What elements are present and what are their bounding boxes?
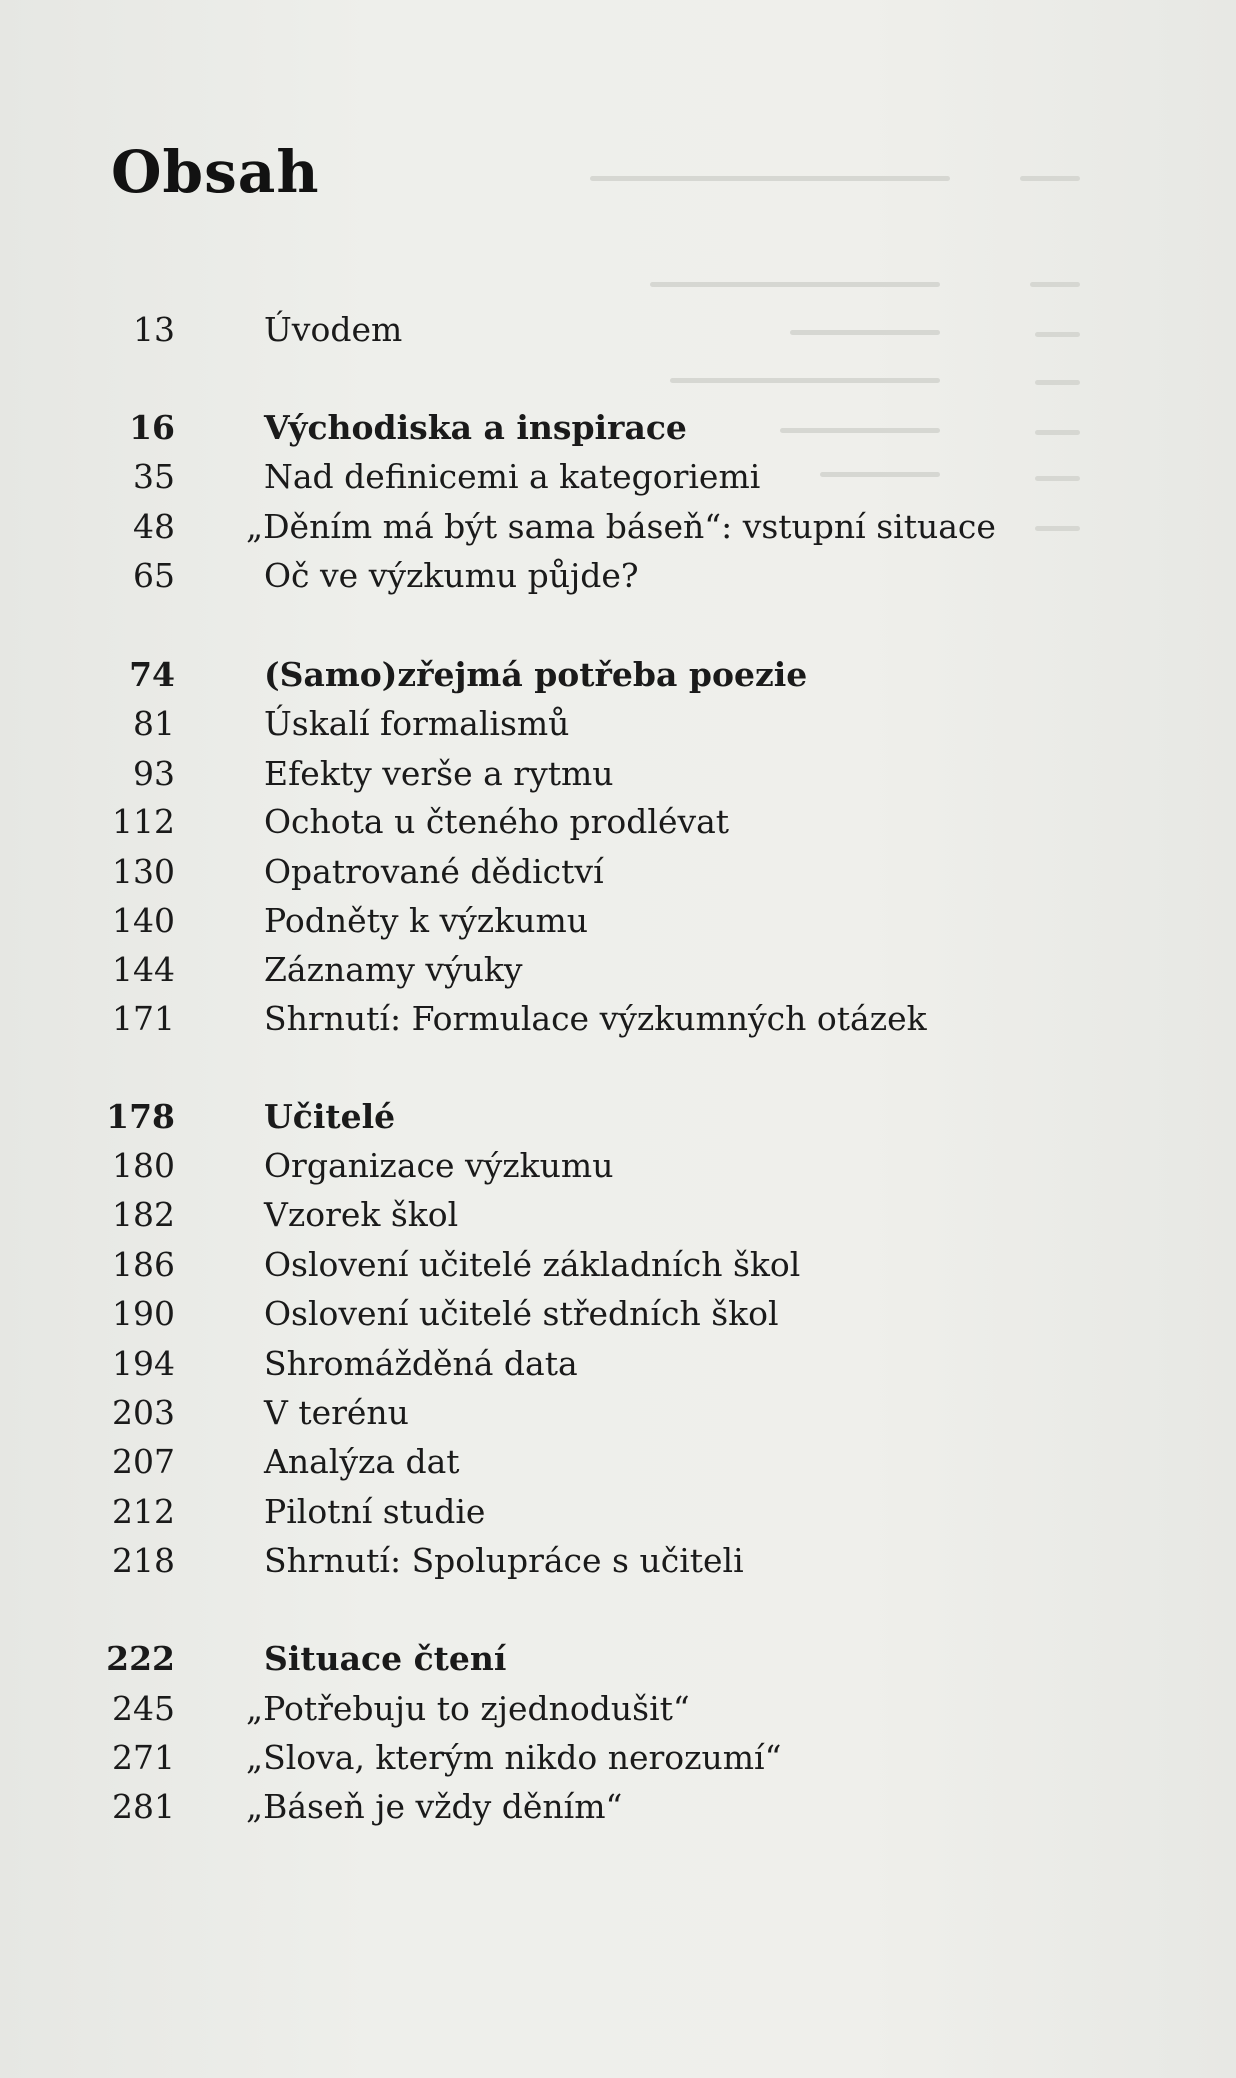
toc-page-number: 144 [112,950,175,989]
toc-page-number: 178 [106,1097,175,1136]
toc-section-entry [0,552,1100,600]
toc-section-entry [0,750,1100,798]
toc-entry-title: „Děním má být sama báseň“: vstupní situace [246,507,996,546]
toc-section-entry [0,798,1100,846]
toc-page-number: 271 [112,1738,175,1777]
toc-page-number: 222 [106,1639,175,1678]
toc-section-entry [0,1290,1100,1338]
toc-section-entry [0,995,1100,1043]
toc-page-number: 93 [133,754,175,793]
toc-entry-title: Nad definicemi a kategoriemi [264,457,761,496]
toc-entry-title: Oslovení učitelé středních škol [264,1294,779,1333]
toc-page-number: 207 [112,1442,175,1481]
toc-section-entry [0,1142,1100,1190]
toc-entry-title: Opatrované dědictví [264,852,604,891]
toc-section-entry [0,897,1100,945]
toc-section-entry [0,848,1100,896]
toc-section-entry [0,453,1100,501]
toc-section-entry [0,1783,1100,1831]
toc-section-entry [0,1438,1100,1486]
toc-entry-title: „Slova, kterým nikdo nerozumí“ [246,1738,782,1777]
toc-entry-title: Podněty k výzkumu [264,901,588,940]
toc-page-number: 65 [133,556,175,595]
show-through-line [650,282,940,287]
toc-page-number: 74 [129,655,175,694]
toc-page-number: 194 [112,1344,175,1383]
toc-page-number: 140 [112,901,175,940]
toc-section-entry [0,1389,1100,1437]
show-through-line [1020,176,1080,181]
toc-chapter-entry [0,1093,1100,1141]
toc-section-entry [0,1685,1100,1733]
toc-entry-title: Úskalí formalismů [264,704,570,743]
toc-page-number: 180 [112,1146,175,1185]
toc-section-entry [0,503,1100,551]
toc-entry-title: Shrnutí: Formulace výzkumných otázek [264,999,927,1038]
toc-entry-title: Záznamy výuky [264,950,523,989]
toc-chapter-entry [0,1635,1100,1683]
toc-entry-title: Učitelé [264,1097,396,1136]
toc-section-entry [0,1340,1100,1388]
toc-section-entry [0,946,1100,994]
toc-entry-title: Organizace výzkumu [264,1146,614,1185]
toc-page-number: 171 [112,999,175,1038]
toc-page-number: 281 [112,1787,175,1826]
toc-entry-title: V terénu [264,1393,409,1432]
toc-entry-title: Situace čtení [264,1639,507,1678]
toc-page-number: 16 [129,408,175,447]
toc-entry-title: Oč ve výzkumu půjde? [264,556,639,595]
toc-entry-title: Úvodem [264,310,403,349]
toc-section-entry [0,1734,1100,1782]
toc-page-number: 203 [112,1393,175,1432]
page-title: Obsah [111,138,320,206]
toc-page-number: 218 [112,1541,175,1580]
toc-section-entry [0,306,1100,354]
toc-entry-title: Shromážděná data [264,1344,578,1383]
show-through-line [590,176,950,181]
toc-section-entry [0,700,1100,748]
toc-page-number: 245 [112,1689,175,1728]
toc-entry-title: Pilotní studie [264,1492,486,1531]
toc-page-number: 48 [133,507,175,546]
toc-page-number: 212 [112,1492,175,1531]
toc-page-number: 190 [112,1294,175,1333]
toc-chapter-entry [0,651,1100,699]
toc-page-number: 112 [112,802,175,841]
show-through-line [670,378,940,383]
toc-page-number: 182 [112,1195,175,1234]
show-through-line [1035,380,1080,385]
toc-entry-title: Analýza dat [264,1442,460,1481]
toc-page-number: 13 [133,310,175,349]
toc-entry-title: Východiska a inspirace [264,408,687,447]
toc-entry-title: „Potřebuju to zjednodušit“ [246,1689,690,1728]
toc-entry-title: Oslovení učitelé základních škol [264,1245,801,1284]
toc-entry-title: Shrnutí: Spolupráce s učiteli [264,1541,744,1580]
toc-entry-title: Efekty verše a rytmu [264,754,614,793]
toc-section-entry [0,1191,1100,1239]
toc-entry-title: „Báseň je vždy děním“ [246,1787,623,1826]
toc-entry-title: Vzorek škol [264,1195,459,1234]
show-through-line [1030,282,1080,287]
toc-section-entry [0,1537,1100,1585]
toc-chapter-entry [0,404,1100,452]
toc-page-number: 130 [112,852,175,891]
toc-page-number: 81 [133,704,175,743]
toc-page-number: 35 [133,457,175,496]
toc-page-number: 186 [112,1245,175,1284]
toc-entry-title: (Samo)zřejmá potřeba poezie [264,655,808,694]
toc-entry-title: Ochota u čteného prodlévat [264,802,730,841]
toc-section-entry [0,1488,1100,1536]
toc-section-entry [0,1241,1100,1289]
